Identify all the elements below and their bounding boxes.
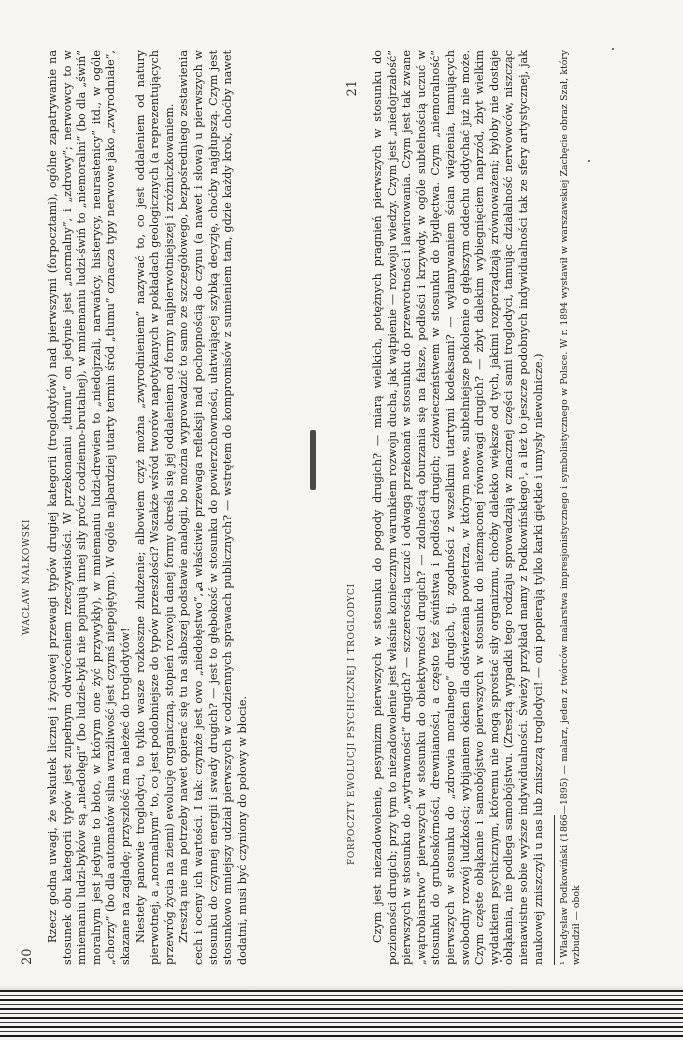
scanner-edge-stripes <box>0 990 683 1040</box>
right-page-number: 21 <box>345 80 360 97</box>
right-head-title: FORPOCZTY EWOLUCJI PSYCHICZNEJ I TROGLODYCI <box>347 583 357 865</box>
right-footnote: ¹ Władysław Podkowiński (1866—1895) — malarz, jeden z twórców malarstwa impresjonistycznego i symbolistycznego w Polsce. W r. 1894 wystawił w warszawskiej Zachęcie obraz Szał, który wzbudził — obok <box>559 50 583 965</box>
right-body-text <box>371 40 546 975</box>
left-head-title: WACŁAW NAŁKOWSKI <box>22 518 32 635</box>
left-paragraph-2: Niestety panowie troglodyci, to tylko wasze rozkoszne złudzenie; albowiem czyż można „zwyrodnieniem” nazywać to, co jest oddaleniem od natury pierwotnej, a „normalnym” to, co jest podobniejsze do typów przeszłości? Wszakże wśród tworów napotykanych w pokładach geologicznych (a reprezentujących przewróg życia na ziemi) ewolucję organiczną, stopień rozwoju danej formy określa się jej oddaleniem od formy najpierwotniejszej i zróżniczkowaniem. <box>133 50 176 965</box>
left-body-text <box>46 40 250 975</box>
right-paragraph-1: Czym jest niezadowolenie, pesymizm pierwszych w stosunku do pogody drugich? — miarą wielkich, potężnych pragnień pierwszych w stosunku do poziomości drugich; przy tym to niezadowolenie jest właśnie koniecznym warunkiem rozwoju ducha, jak wątpienie — rozwoju wiedzy. Czym jest „niedojrzałość” pierwszych w stosunku do „wytrawności” drugich? — szczerością uczuć i odwagą przekonań w stosunku do przewrotności i lawirowania. Czym jest tak zwane „wątrobiarstwo” pierwszych w stosunku do obiektywności drugich? — zdolnością oburzania się na fałsze, podłości i krzywdy, w ogóle subtelnością uczuć w stosunku do gruboskórności, drewnianości, a często też świństwa i podłości drugich; człowieczeństwem w stosunku do bydlęctwa. Czym „niemoralność” pierwszych w stosunku do „zdrowia moralnego” drugich, tj. zgodności z wszelkimi utartymi kodeksami? — wyłamywaniem ścian więzienia, tamujących swobodny rozwój ludzkości; wybijaniem okien dla odświeżenia powietrza, w którym nowe, subtelniejsze pokolenie o głębszym oddechu oddychać już nie może. Czym częste obłąkanie i samobójstwo pierwszych w stosunku do niezmąconej równowagi drugich? — zbyt dalekim wybiegnięciem naprzód, zbyt wielkim wydatkiem psychicznym, któremu nie mogą sprostać siły organizmu, choćby dalekko większe od tych, jakimi rozporządzają zrównoważeni; byłoby nie dostaje obłąkania, nie podlega samobójstwu. (Zresztą wypadki tego rodzaju sprowadzają w znacznej części sami troglodyci, tamując działalność nerwowców, niszcząc nienawistne sobie wyższe indywidualności. Świeży przykład mamy z Podkowińskiego¹, a ileż to jeszcze podobnych indywidualności tak ze sfery artystycznej, jak naukowej zniszczyli u nas lub zniszczą troglodyci! — oni popierają tylko karki giętkie i umysły niewolnicze.) <box>371 50 545 965</box>
left-page <box>20 40 310 975</box>
right-page <box>345 40 660 975</box>
left-running-head <box>20 40 40 975</box>
binding-shadow <box>310 430 316 490</box>
left-page-number: 20 <box>20 948 35 965</box>
right-running-head <box>345 40 365 975</box>
footnote-rule <box>554 815 555 965</box>
left-paragraph-3: Zresztą nie ma potrzeby nawet opierać się tu na słabszej podstawie analogii, bo można wyprowadzić to samo ze szczegółowego, bezpośredniego zestawienia cech i oceny ich wartości. I tak: czymże jest owo „niedołęstwo”, a właściwie przewaga refleksji nad pochopnością do czynu (a nawet i słowa) u pierwszych w stosunku do czynnej energii i swady drugich? — jest to głębokość w stosunku do powierzchowności, ułatwiającej szybką decyzję, choćby najgłupszą. Czym jest stosunkowo mniejszy udział pierwszych w codziennych sprawach publicznych? — wstrętem do kompromisów z sumieniem tam, gdzie każdy krok, choćby nawet dodatni, musi być czyniony do połowy w błocie. <box>177 50 249 965</box>
left-paragraph-1: Rzecz godna uwagi, że wskutek licznej i życiowej przewagi typów drugiej kategorii (troglodytów) nad pierwszymi (forpocztami), ogólne zapatrywanie na stosunek obu kategorii typów jest zupełnym odwróceniem rzeczywistości. W przekonaniu „tłumu” on jedynie jest „normalny”, i „zdrowy”; nerwowcy to w mniemaniu ludzi-byków są „niedołęgi” (bo ludzie-byki nie pojmują innej siły prócz codzienno-brutalnej), w mniemaniu ludzi-świń to „niemoralni” (bo dla „świń” moralnym jest jedynie to błoto, w którym one żyć przywykły), w mniemaniu ludzi-drewien to „niedojrzali, narwańcy, histerycy, neurastenicy” itd., w ogóle „chorzy” (bo dla automatów silna wrażliwość jest czymś niepojętym). W ogóle najbardziej utarty termin śród „tłumu” oznacza typy nerwowe jako „zwyrodniałe”, skazane na zagładę; przyszłość ma należeć do troglodytów! <box>46 50 132 965</box>
